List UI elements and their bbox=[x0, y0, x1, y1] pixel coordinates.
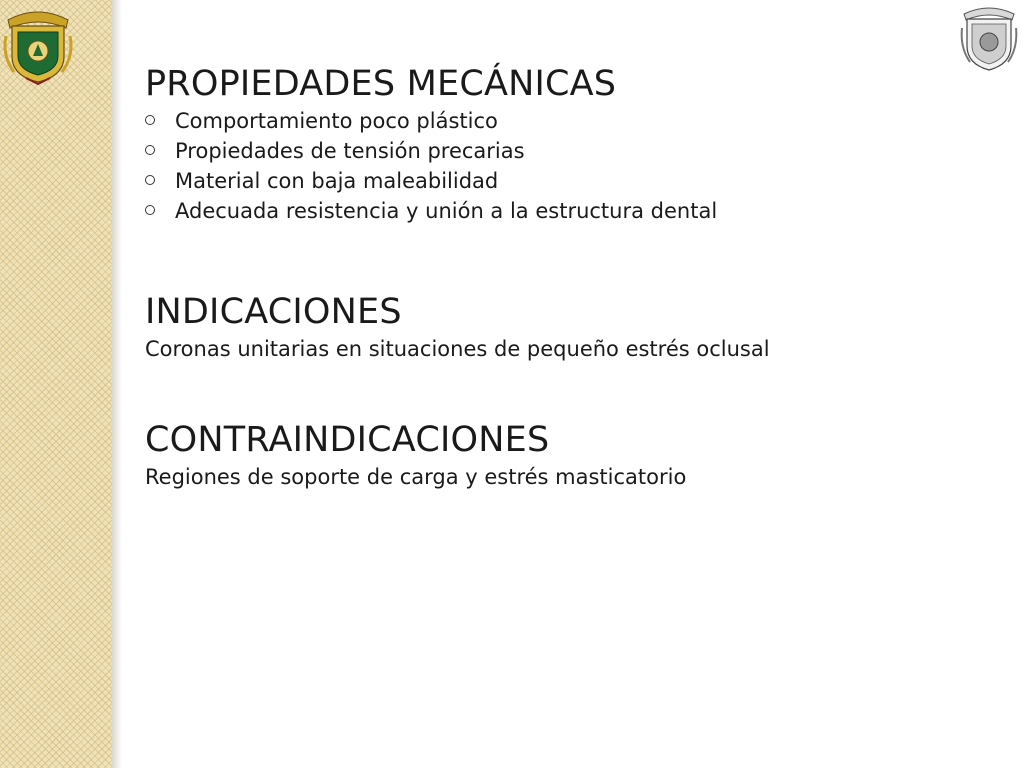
propiedades-bullet-list bbox=[145, 106, 1005, 226]
heading-indicaciones: INDICACIONES bbox=[145, 292, 402, 332]
indicaciones-text: Coronas unitarias en situaciones de pequeño estrés oclusal bbox=[145, 337, 770, 361]
section-contraindicaciones bbox=[145, 418, 1005, 492]
heading-propiedades-mecanicas: PROPIEDADES MECÁNICAS bbox=[145, 64, 617, 104]
university-crest-left-icon bbox=[2, 6, 74, 86]
hollow-circle-bullet-icon bbox=[145, 115, 155, 125]
hollow-circle-bullet-icon bbox=[145, 205, 155, 215]
slide-content bbox=[145, 62, 1005, 492]
bullet-text: Comportamiento poco plástico bbox=[175, 109, 498, 133]
side-band-shadow bbox=[112, 0, 122, 768]
bullet-text: Adecuada resistencia y unión a la estructura dental bbox=[175, 199, 718, 223]
contraindicaciones-text: Regiones de soporte de carga y estrés masticatorio bbox=[145, 465, 687, 489]
section-indicaciones bbox=[145, 290, 1005, 364]
list-item bbox=[145, 136, 1005, 166]
heading-contraindicaciones: CONTRAINDICACIONES bbox=[145, 420, 550, 460]
bullet-text: Propiedades de tensión precarias bbox=[175, 139, 525, 163]
decorative-side-band bbox=[0, 0, 112, 768]
hollow-circle-bullet-icon bbox=[145, 175, 155, 185]
hollow-circle-bullet-icon bbox=[145, 145, 155, 155]
list-item bbox=[145, 196, 1005, 226]
list-item bbox=[145, 106, 1005, 136]
bullet-text: Material con baja maleabilidad bbox=[175, 169, 499, 193]
list-item bbox=[145, 166, 1005, 196]
